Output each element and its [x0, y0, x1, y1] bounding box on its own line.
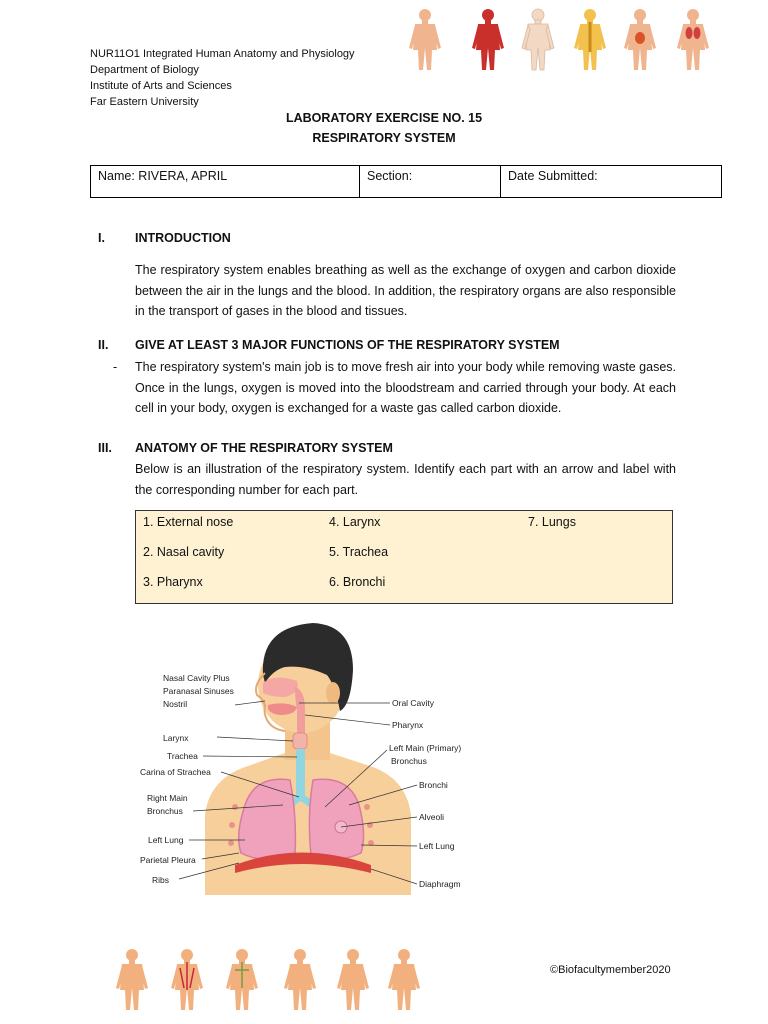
section-2-bullet: - — [113, 360, 118, 374]
copyright-credit: ©Biofacultymember2020 — [550, 964, 671, 976]
label-right-main-bronchus-2: Bronchus — [147, 806, 183, 816]
circulatory-system-icon — [171, 949, 203, 1010]
skeletal-system-icon — [522, 9, 554, 70]
section-3-number: III. — [98, 441, 112, 455]
body-systems-figures-top — [400, 8, 720, 74]
name-cell[interactable]: Name: RIVERA, APRIL — [91, 166, 360, 198]
nervous-system-icon — [574, 9, 606, 70]
urinary-system-icon — [337, 949, 369, 1010]
label-paranasal-sinuses: Paranasal Sinuses — [163, 686, 234, 696]
lymphatic-system-icon — [116, 949, 148, 1010]
label-bronchi: Bronchi — [419, 780, 448, 790]
label-left-main-bronchus-2: Bronchus — [391, 756, 427, 766]
human-body-icon — [388, 949, 420, 1010]
label-right-main-bronchus-1: Right Main — [147, 793, 188, 803]
part-item: 2. Nasal cavity — [143, 545, 225, 559]
section-2-body: The respiratory system's main job is to move fresh air into your body while removing waste gases. Once in the lungs, oxygen is moved into the bloodstream and carried through your body. At each cell in your body, oxygen is exchanged for a waste gas called carbon dioxide. — [135, 360, 676, 415]
part-item: 7. Lungs — [528, 515, 576, 529]
section-2-number: II. — [98, 338, 109, 352]
human-body-icon — [409, 9, 441, 70]
part-item: 4. Larynx — [329, 515, 381, 529]
label-nasal-cavity: Nasal Cavity Plus — [163, 673, 230, 683]
label-diaphragm: Diaphragm — [419, 879, 461, 889]
university: Far Eastern University — [90, 96, 199, 108]
part-item: 1. External nose — [143, 515, 234, 529]
muscular-system-icon — [472, 9, 504, 70]
label-left-main-bronchus-1: Left Main (Primary) — [389, 743, 462, 753]
course-title: NUR11O1 Integrated Human Anatomy and Physiology — [90, 48, 355, 60]
topic-title: RESPIRATORY SYSTEM — [312, 131, 456, 145]
student-info-table — [90, 165, 722, 198]
section-3-title: ANATOMY OF THE RESPIRATORY SYSTEM — [135, 441, 393, 455]
section-cell[interactable]: Section: — [360, 166, 501, 198]
digestive-system-icon — [624, 9, 656, 70]
label-left-lung-left: Left Lung — [148, 835, 184, 845]
label-oral-cavity: Oral Cavity — [392, 698, 435, 708]
body-systems-figures-bottom — [100, 944, 430, 1018]
section-1-title: INTRODUCTION — [135, 231, 231, 245]
label-nostril: Nostril — [163, 699, 188, 709]
parts-list-box — [135, 510, 673, 604]
label-alveoli: Alveoli — [419, 812, 445, 822]
label-pharynx: Pharynx — [392, 720, 424, 730]
label-trachea: Trachea — [167, 751, 198, 761]
respiratory-system-icon — [677, 9, 709, 70]
part-item: 3. Pharynx — [143, 575, 203, 589]
label-ribs: Ribs — [152, 875, 170, 885]
department: Department of Biology — [90, 64, 199, 76]
section-2-title: GIVE AT LEAST 3 MAJOR FUNCTIONS OF THE RESPIRATORY SYSTEM — [135, 338, 560, 352]
part-item: 5. Trachea — [329, 545, 389, 559]
part-item: 6. Bronchi — [329, 575, 386, 589]
endocrine-system-icon — [226, 949, 258, 1010]
section-3-body: Below is an illustration of the respiratory system. Identify each part with an arrow and label with the corresponding number for each part. — [135, 462, 676, 497]
label-larynx: Larynx — [163, 733, 189, 743]
label-carina: Carina of Strachea — [140, 767, 211, 777]
exercise-title: LABORATORY EXERCISE NO. 15 — [285, 111, 483, 125]
respiratory-system-illustration — [135, 615, 480, 895]
section-1-number: I. — [98, 231, 105, 245]
reproductive-system-icon — [284, 949, 316, 1010]
institute: Institute of Arts and Sciences — [90, 80, 232, 92]
label-parietal-pleura: Parietal Pleura — [140, 855, 196, 865]
section-1-body: The respiratory system enables breathing as well as the exchange of oxygen and carbon dioxide between the air in the lungs and the blood. In addition, the respiratory organs are also responsible in the transport of gases in the blood and tissues. — [135, 263, 676, 318]
label-left-lung-right: Left Lung — [419, 841, 455, 851]
date-submitted-cell[interactable]: Date Submitted: — [501, 166, 722, 198]
